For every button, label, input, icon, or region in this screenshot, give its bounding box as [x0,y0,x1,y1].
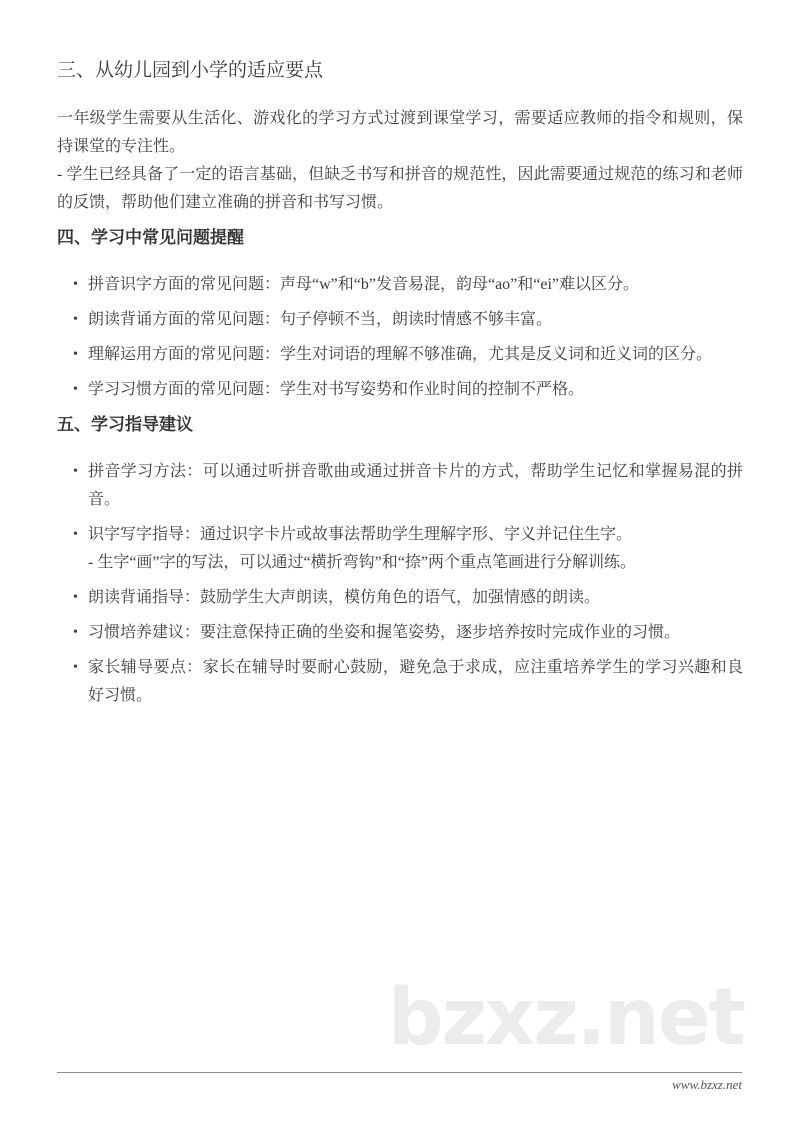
bullet-text: 朗读背诵指导：鼓励学生大声朗读，模仿角色的语气，加强情感的朗读。 [88,589,601,606]
paragraph: - 学生已经具备了一定的语言基础，但缺乏书写和拼音的规范性，因此需要通过规范的练习和老师的反馈，帮助他们建立准确的拼音和书写习惯。 [57,166,743,211]
bullet-item [57,376,743,404]
section-heading: 三、从幼儿园到小学的适应要点 [57,60,324,81]
bullet-dot-icon: • [73,464,78,479]
bullet-item [57,521,743,577]
bullet-item [57,619,743,647]
bullet-item [57,654,743,710]
bullet-text: 识字写字指导：通过识字卡片或故事法帮助学生理解字形、字义并记住生字。 [88,526,633,543]
paragraph: 一年级学生需要从生活化、游戏化的学习方式过渡到课堂学习，需要适应教师的指令和规则，保持课堂的专注性。 [57,110,743,155]
bullet-dot-icon: • [73,660,78,675]
bullet-item [57,306,743,334]
bullet-text: 拼音学习方法：可以通过听拼音歌曲或通过拼音卡片的方式，帮助学生记忆和掌握易混的拼音。 [88,463,743,508]
bullet-text: 家长辅导要点：家长在辅导时要耐心鼓励，避免急于求成，应注重培养学生的学习兴趣和良好习惯。 [88,659,743,704]
footer-url: www.bzxz.net [672,1077,742,1092]
section-heading: 五、学习指导建议 [57,415,193,434]
bullet-item [57,341,743,369]
bullet-dot-icon: • [73,277,78,292]
bullet-sub-note: - 生字“画”字的写法，可以通过“横折弯钩”和“捺”两个重点笔画进行分解训练。 [88,554,636,571]
bullet-dot-icon: • [73,590,78,605]
section [57,227,743,404]
bullet-text: 理解运用方面的常见问题：学生对词语的理解不够准确，尤其是反义词和近义词的区分。 [88,346,713,363]
bullet-dot-icon: • [73,347,78,362]
bullet-list [57,458,743,710]
section-heading: 四、学习中常见问题提醒 [57,228,244,247]
section [57,414,743,710]
footer-divider [57,1072,742,1073]
bullet-text: 学习习惯方面的常见问题：学生对书写姿势和作业时间的控制不严格。 [88,381,585,398]
watermark-text: bzxz.net [387,973,744,1063]
bullet-dot-icon: • [73,527,78,542]
document-content [57,61,743,717]
bullet-item [57,458,743,514]
bullet-text: 拼音识字方面的常见问题：声母“w”和“b”发音易混，韵母“ao”和“ei”难以区分。 [88,276,640,293]
bullet-list [57,271,743,404]
bullet-text: 朗读背诵方面的常见问题：句子停顿不当，朗读时情感不够丰富。 [88,311,553,328]
bullet-text: 习惯培养建议：要注意保持正确的坐姿和握笔姿势，逐步培养按时完成作业的习惯。 [88,624,681,641]
bullet-item [57,271,743,299]
bullet-dot-icon: • [73,312,78,327]
section [57,61,743,217]
bullet-item [57,584,743,612]
bullet-dot-icon: • [73,382,78,397]
bullet-dot-icon: • [73,625,78,640]
